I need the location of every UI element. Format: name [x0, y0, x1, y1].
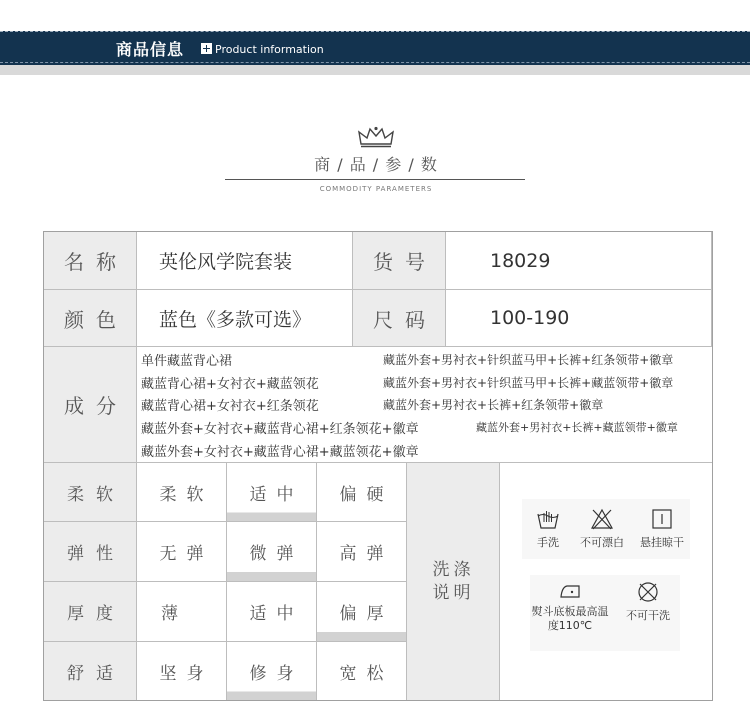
care-hang-dry — [634, 508, 690, 550]
care-iron — [530, 581, 610, 633]
softness-option-selected: 适中 — [227, 463, 317, 522]
no-bleach-icon — [590, 508, 614, 530]
care-hand-wash — [530, 508, 566, 550]
thickness-option: 适中 — [227, 582, 317, 642]
section-subtitle: COMMODITY PARAMETERS — [319, 185, 433, 193]
name-value: 英伦风学院套装 — [137, 232, 353, 290]
header-dashed-divider — [0, 62, 750, 63]
softness-label: 柔软 — [44, 463, 137, 522]
section-divider — [225, 179, 525, 180]
care-label: 手洗 — [537, 536, 559, 549]
composition-item: 藏蓝背心裙+女衬衣+藏蓝领花 — [141, 377, 319, 392]
care-label: 悬挂晾干 — [640, 536, 684, 549]
elasticity-option: 高弹 — [317, 522, 407, 582]
composition-item: 藏蓝外套+男衬衣+长裤+藏蓝领带+徽章 — [476, 421, 678, 434]
parameters-table — [43, 231, 713, 701]
comfort-option: 宽松 — [317, 642, 407, 700]
softness-option: 柔软 — [137, 463, 227, 522]
section-title: 商 / 品 / 参 / 数 — [314, 155, 438, 174]
thickness-option-selected: 偏厚 — [317, 582, 407, 642]
header-subtitle: Product information — [215, 43, 324, 56]
elasticity-option-selected: 微弹 — [227, 522, 317, 582]
iron-icon — [558, 581, 582, 601]
care-label: 熨斗底板最高温度110℃ — [531, 605, 609, 632]
composition-item: 藏蓝外套+女衬衣+藏蓝背心裙+红条领花+徽章 — [141, 422, 419, 437]
comfort-label: 舒适 — [44, 642, 137, 700]
plus-icon — [201, 43, 212, 54]
top-margin — [0, 0, 750, 31]
washing-label-line: 说明 — [432, 583, 475, 603]
softness-option: 偏硬 — [317, 463, 407, 522]
washing-label-line: 洗涤 — [432, 560, 475, 580]
composition-item: 藏蓝外套+女衬衣+藏蓝背心裙+藏蓝领花+徽章 — [141, 445, 419, 460]
elasticity-option: 无弹 — [137, 522, 227, 582]
sku-value: 18029 — [446, 232, 712, 290]
header-shadow-band — [0, 65, 750, 75]
hang-dry-icon — [651, 508, 673, 530]
composition-item: 藏蓝外套+男衬衣+针织蓝马甲+长裤+红条领带+徽章 — [383, 353, 674, 367]
thickness-label: 厚度 — [44, 582, 137, 642]
thickness-option: 薄 — [137, 582, 227, 642]
composition-item: 藏蓝背心裙+女衬衣+红条领花 — [141, 399, 319, 414]
care-no-bleach — [574, 508, 630, 550]
crown-icon — [358, 126, 394, 148]
sku-label: 货号 — [353, 232, 446, 290]
no-dry-clean-icon — [636, 581, 660, 603]
size-label: 尺码 — [353, 290, 446, 347]
comfort-option-selected: 修身 — [227, 642, 317, 700]
comfort-option: 坚身 — [137, 642, 227, 700]
elasticity-label: 弹性 — [44, 522, 137, 582]
composition-item: 藏蓝外套+男衬衣+针织蓝马甲+长裤+藏蓝领带+徽章 — [383, 376, 674, 390]
color-value: 蓝色《多款可选》 — [137, 290, 353, 347]
care-label: 不可干洗 — [626, 609, 670, 622]
color-label: 颜色 — [44, 290, 137, 347]
care-label: 不可漂白 — [580, 536, 624, 549]
header-title: 商品信息 — [116, 40, 185, 59]
hand-wash-icon — [536, 508, 560, 530]
care-no-dry-clean — [618, 581, 678, 623]
composition-item: 藏蓝外套+男衬衣+长裤+红条领带+徽章 — [383, 398, 604, 412]
product-info-header — [0, 31, 750, 65]
composition-list — [137, 347, 712, 463]
washing-icons-panel — [500, 463, 712, 700]
size-value: 100-190 — [446, 290, 712, 347]
name-label: 名称 — [44, 232, 137, 290]
composition-item: 单件藏蓝背心裙 — [141, 354, 233, 369]
washing-label — [407, 463, 500, 700]
composition-label: 成分 — [44, 347, 137, 463]
